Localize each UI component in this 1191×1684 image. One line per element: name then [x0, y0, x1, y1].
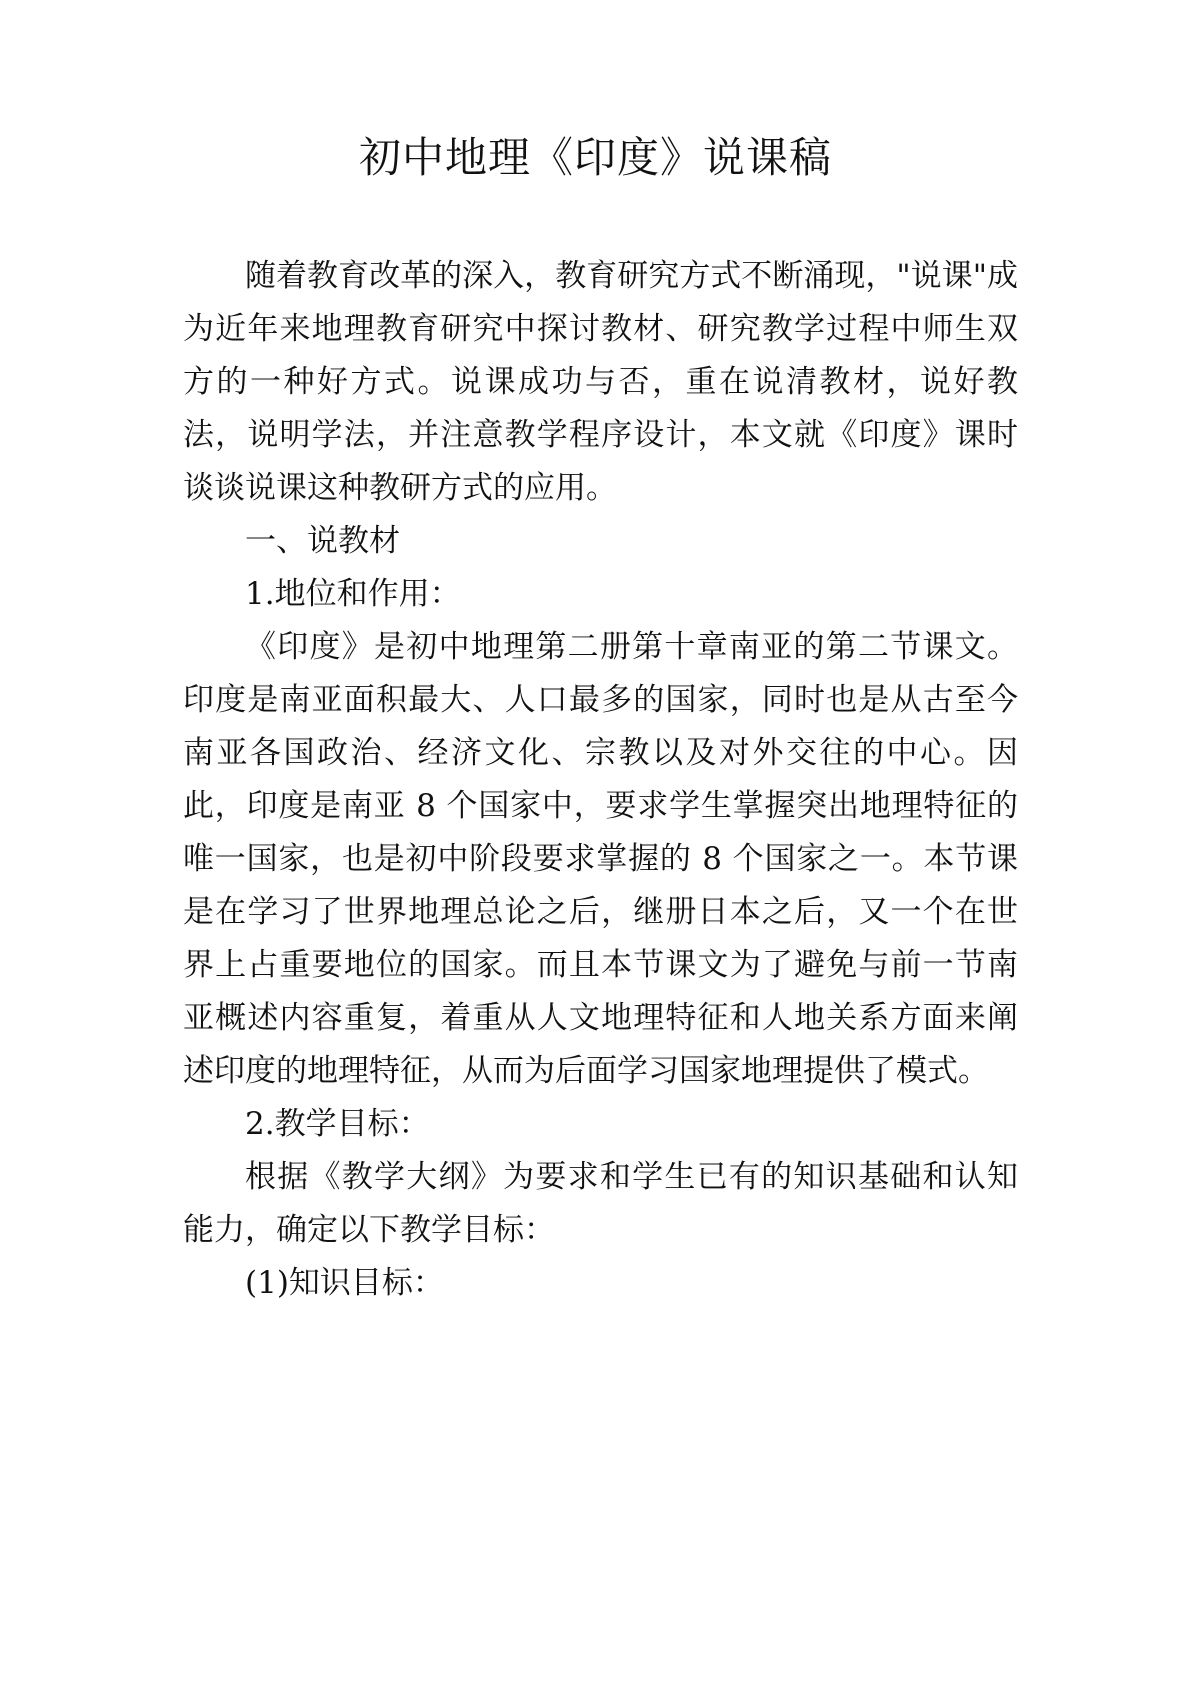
subheading-knowledge-goals: (1)知识目标：: [245, 1265, 444, 1301]
document-body: [183, 250, 1018, 1310]
subheading-teaching-goals: 2.教学目标：: [245, 1106, 430, 1142]
subheading-status-and-role: 1.地位和作用：: [245, 576, 461, 612]
intro-paragraph: 随着教育改革的深入，教育研究方式不断涌现，"说课"成为近年来地理教育研究中探讨教材、研究教学过程中师生双方的一种好方式。说课成功与否，重在说清教材，说好教法，说明学法，并注意教学程序设计，本文就《印度》课时谈谈说课这种教研方式的应用。: [183, 258, 1018, 506]
status-role-paragraph: 《印度》是初中地理第二册第十章南亚的第二节课文。印度是南亚面积最大、人口最多的国家，同时也是从古至今南亚各国政治、经济文化、宗教以及对外交往的中心。因此，印度是南亚 8 个国家中，要求学生掌握突出地理特征的唯一国家，也是初中阶段要求掌握的 8 个国家之一。本节课是在学习了世界地理总论之后，继册日本之后，又一个在世界上占重要地位的国家。而且本节课文为了避免与前一节南亚概述内容重复，着重从人文地理特征和人地关系方面来阐述印度的地理特征，从而为后面学习国家地理提供了模式。: [183, 629, 1018, 1089]
section-heading-teaching-material: 一、说教材: [245, 523, 400, 559]
document-title: 初中地理《印度》说课稿: [358, 133, 832, 182]
teaching-goals-paragraph: 根据《教学大纲》为要求和学生已有的知识基础和认知能力，确定以下教学目标：: [183, 1159, 1018, 1248]
